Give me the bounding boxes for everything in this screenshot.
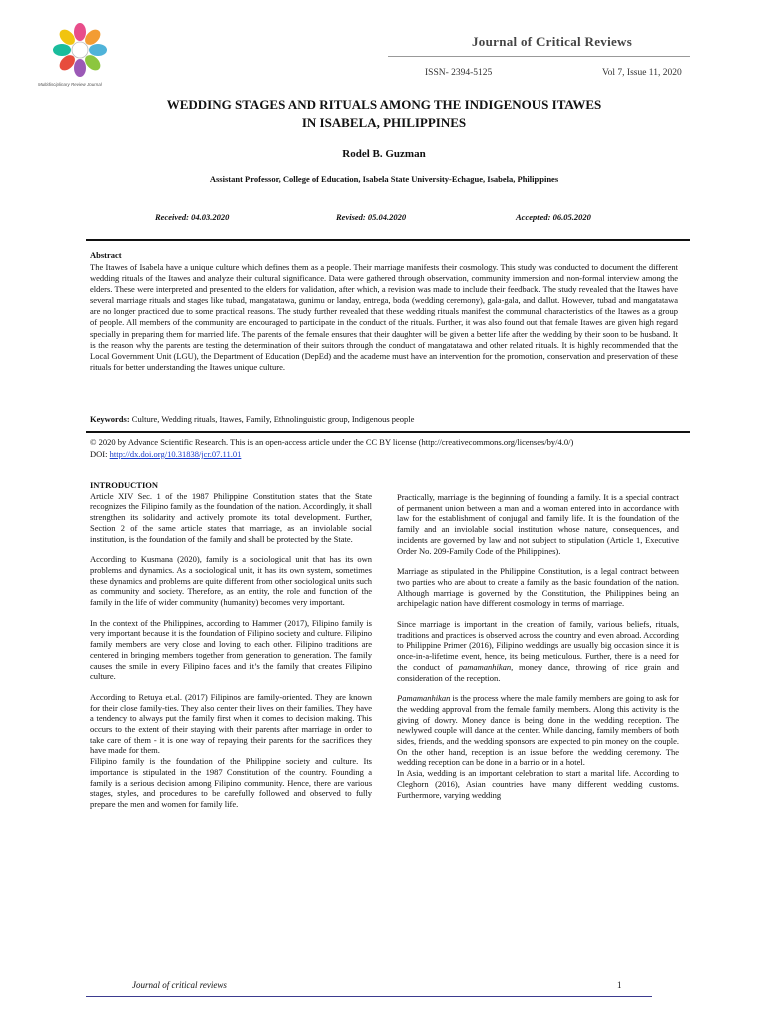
paragraph — [397, 693, 679, 768]
paragraph: Practically, marriage is the beginning of founding a family. It is a special contract of permanent union between a man and a woman entered into in accordance with law for the establishment of conjugal and family life. It is the foundation of the family and an inviolable social institution whose nature, consequences, and incidents are governed by law and not subject to stipulation (Article 1, Executive Order No. 209-Family Code of the Philippines). — [397, 492, 679, 556]
introduction-heading: INTRODUCTION — [90, 480, 159, 490]
keywords-label: Keywords: — [90, 414, 130, 424]
left-column — [90, 480, 372, 820]
keywords-list: Culture, Wedding rituals, Itawes, Family, Ethnolinguistic group, Indigenous people — [129, 414, 415, 424]
accepted-date: Accepted: 06.05.2020 — [516, 212, 591, 222]
paragraph-text: money dance, throwing of rice grain and consideration of the reception. — [397, 661, 680, 683]
paragraph: Filipino family is the foundation of the Philippine society and culture. Its importance is stipulated in the 1987 Constitution of the country. Founding a family is a serious decision among Filipino community. Hence, there are various stages, styles, and procedures to be carefully followed and observed to fully prepare the men and women for family life. — [90, 756, 372, 809]
paragraph: In Asia, wedding is an important celebration to start a marital life. According to Cleghorn (2016), Asian countries have many different wedding customs. Furthermore, varying wedding — [397, 768, 679, 800]
paragraph: In the context of the Philippines, according to Hammer (2017), Filipino family is very important because it is the foundation of Filipino society and culture. Filipino family members are very close and loving to each other. Filipino traditions are centered in bringing members together from generation to generation. The family causes the smile in every Filipino faces and it’s the family that creates Filipino culture. — [90, 617, 372, 682]
paragraph-text: Since marriage is important in the creation of family, various beliefs, rituals, traditions and practices is observed across the country and even abroad. According to Philippine Primer (2016), Filipino weddings are usually big occasion since it is once-in-a-lifetime event, hence, its being meticulous. Further, there is a need for the conduct of — [397, 619, 679, 672]
license-notice: © 2020 by Advance Scientific Research. This is an open-access article under the CC BY license (http://creativecommons.org/licenses/by/4.0/) — [90, 437, 574, 447]
page-number: 1 — [617, 980, 622, 990]
term-pamamanhikan: pamamanhikan, — [458, 661, 514, 672]
term-pamamanhikan: Pamamanhikan — [397, 693, 451, 704]
logo-caption: Multidisciplinary Review Journal — [38, 82, 102, 87]
keywords — [90, 414, 678, 424]
abstract-heading: Abstract — [90, 250, 122, 260]
author-name: Rodel B. Guzman — [342, 148, 426, 160]
paragraph: According to Kusmana (2020), family is a sociological unit that has its own problems and dynamics. As a sociological unit, it has its own system, sometimes these dynamics and problems are quite different from other sociological units such as community and society. Therefore, as an entity, the role and function of the family in the life of wider community (humanity) becomes very important. — [90, 554, 372, 608]
abstract-top-rule — [86, 239, 690, 241]
header-divider — [388, 56, 690, 57]
abstract-bottom-rule — [86, 431, 690, 433]
journal-name: Journal of Critical Reviews — [472, 34, 633, 49]
doi-label: DOI: — [90, 449, 110, 459]
received-date: Received: 04.03.2020 — [155, 212, 230, 222]
paragraph: According to Retuya et.al. (2017) Filipinos are family-oriented. They are known for their close family-ties. They also center their lives on their families. They have a tendency to always put the family first when it comes to decision making. This occurs to the extent of their staying with their parents after marriage in order to take care of them - it is one way of repaying their parents for the sacrifices they have made for them. — [90, 691, 372, 756]
article-title-line-1: WEDDING STAGES AND RITUALS AMONG THE INDIGENOUS ITAWES — [166, 97, 602, 112]
article-title-line-2: IN ISABELA, PHILIPPINES — [301, 115, 467, 130]
issn: ISSN- 2394-5125 — [425, 68, 493, 78]
footer-divider — [86, 996, 652, 997]
paragraph — [397, 619, 679, 683]
paragraph: Marriage as stipulated in the Philippine Constitution, is a legal contract between two parties who are about to create a family as the basic foundation of the nation. Although marriage is governed by the Constitution, the Philippines being an archipelagic nation have different cosmology in terms of marriage. — [397, 566, 679, 609]
paragraph-text: is the process where the male family members are going to ask for the wedding approval from the female family members. Along this activity is the giving of dowry. Money dance is being done in the wedding reception. The newlywed couple will dance at the center. While dancing, family members of both sides, friends, and the wedding sponsors are expected to pin money on the couple. On the other hand, reception is an issue before the wedding ceremony. The wedding reception can be done in a barrio or in a hotel. — [397, 693, 679, 768]
abstract-body: The Itawes of Isabela have a unique culture which defines them as a people. Their marriage manifests their cosmology. This study was conducted to document the different wedding rituals of the Itawes and analyze their cultural significance. Data were gathered through observation, community immersion and non-formal interview among the elders. These were interpreted and presented to the elders for validation, after which, a revision was made to include their feedback. The study revealed that the Itawes have several marriage rituals and stages like tubad, mangatatawa, gunimu or landay, entrega, boda (wedding ceremony), gala-gala, and dallut. However, tubad and mangatatawa are no longer practiced due to some practical reasons. The study further revealed that these wedding rituals manifest the communal characteristics of the Itawes as a group of people. All members of the community are encouraged to participate in the conduct of the rituals. Further, it was also found out that female Itawes are given high regard specially in preparing them for married life. The parents of the female ensures that their daughter will be given a better life after the wedding by their soon to be husband. It is the reason why the parents are testing the determination of their suitors through the conduct of mangatatawa and other related rituals. It is highly recommended that the Local Government Unit (LGU), the Department of Education (DepEd) and the academe must have an intervention for the promotion, conservation and preservation of these rituals for better understanding the Itawes unique culture. — [90, 262, 678, 372]
right-column — [397, 492, 679, 800]
revised-date: Revised: 05.04.2020 — [336, 212, 407, 222]
volume-issue: Vol 7, Issue 11, 2020 — [602, 68, 682, 78]
doi-line — [90, 449, 241, 459]
footer-journal: Journal of critical reviews — [132, 980, 227, 990]
doi-link[interactable]: http://dx.doi.org/10.31838/jcr.07.11.01 — [109, 449, 242, 459]
author-affiliation: Assistant Professor, College of Education, Isabela State University-Echague, Isabela, Philippines — [209, 174, 559, 184]
paragraph: Article XIV Sec. 1 of the 1987 Philippine Constitution states that the State recognizes the Filipino family as the foundation of the nation. Accordingly, it shall strengthen its solidarity and actively promote its total development. Further, Section 2 of the same article states that marriage, as an inviolable social institution, is the foundation of the family and shall be protected by the State. — [90, 490, 372, 544]
